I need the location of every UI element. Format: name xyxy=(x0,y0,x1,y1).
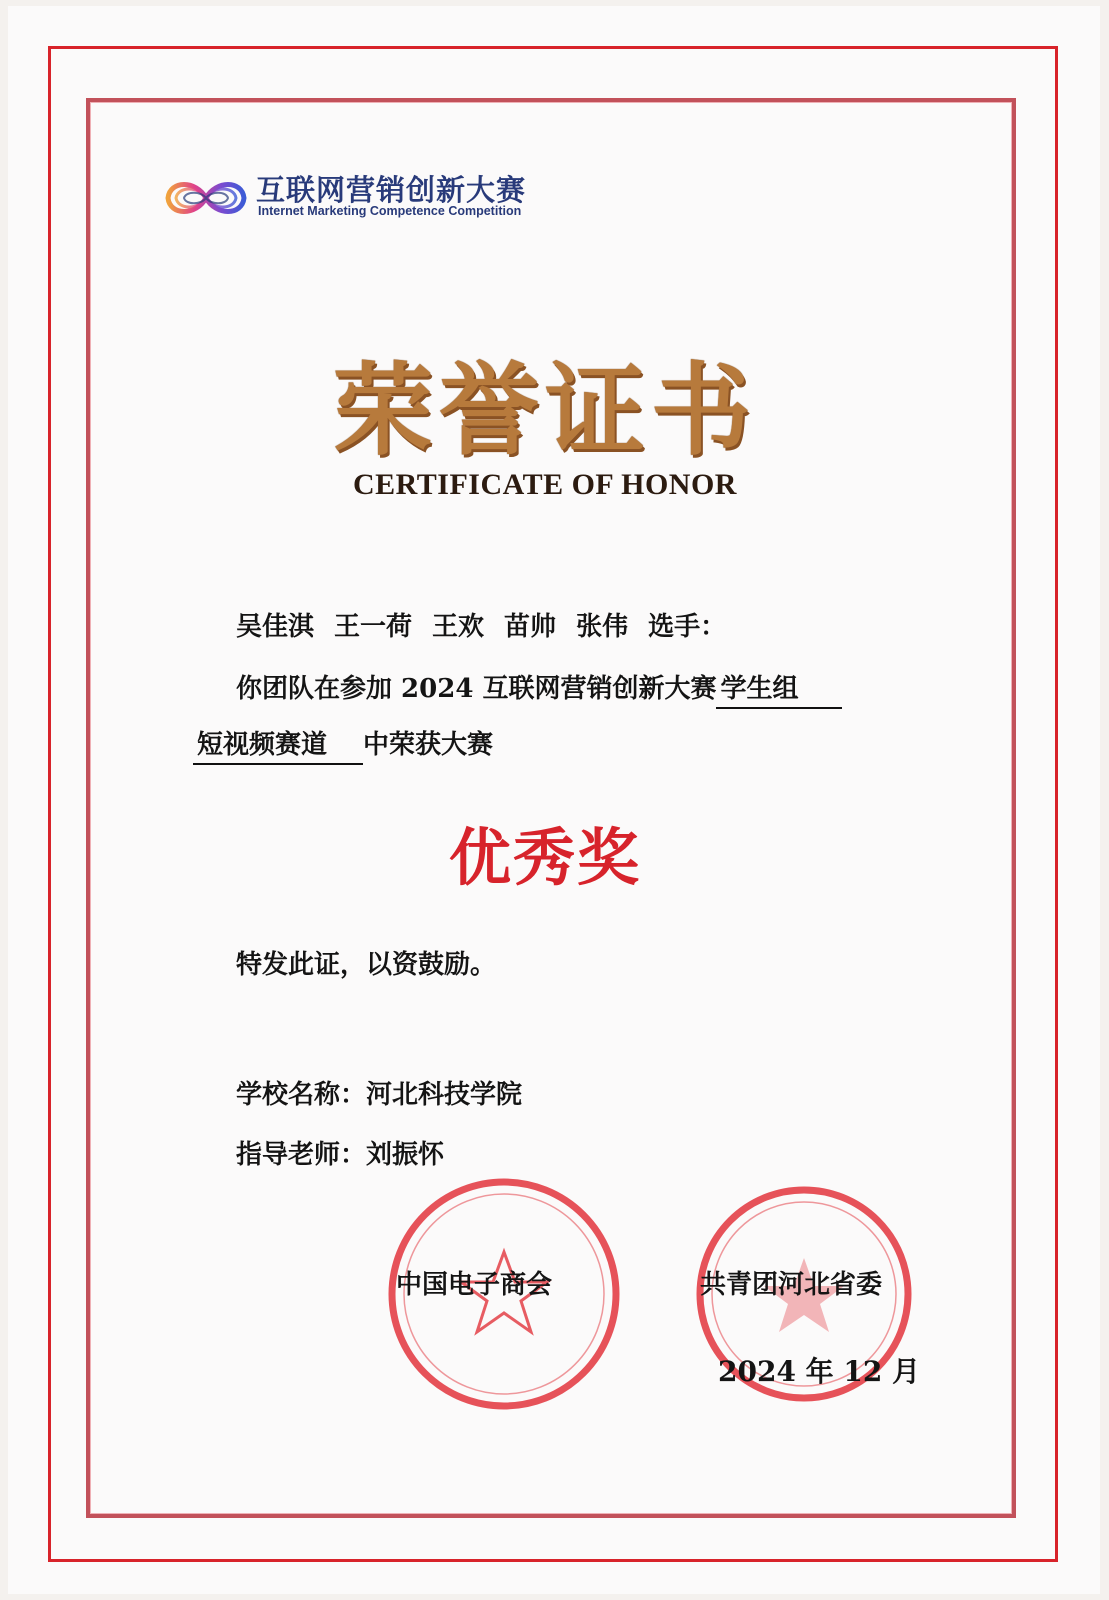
recipient-name: 苗帅 xyxy=(504,612,557,642)
infinity-ribbon-icon xyxy=(160,172,252,224)
statement-line-2 xyxy=(193,724,493,765)
competition-logo xyxy=(160,168,560,228)
issuer-name: 共青团河北省委 xyxy=(700,1270,883,1300)
track-field: 短视频赛道 xyxy=(193,724,363,765)
recipients-suffix: 选手： xyxy=(648,612,727,642)
teacher-row xyxy=(236,1134,444,1171)
issuer-name: 中国电子商会 xyxy=(396,1270,553,1300)
certificate-title-cn: 荣誉证书 xyxy=(333,351,757,469)
statement-prefix: 你团队在参加 2024 互联网营销创新大赛 xyxy=(236,674,717,704)
teacher-value: 刘振怀 xyxy=(366,1140,445,1170)
school-row xyxy=(236,1074,522,1111)
school-label: 学校名称： xyxy=(236,1080,367,1110)
issue-date: 2024 年 12 月 xyxy=(718,1355,921,1388)
teacher-label: 指导老师： xyxy=(236,1140,367,1170)
logo-title-cn: 互联网营销创新大赛 xyxy=(256,173,527,207)
certificate-title-en: CERTIFICATE OF HONOR xyxy=(353,468,737,501)
statement-suffix: 中荣获大赛 xyxy=(363,730,494,760)
recipient-name: 张伟 xyxy=(576,612,629,642)
recipient-name: 王一荷 xyxy=(334,612,413,642)
school-value: 河北科技学院 xyxy=(366,1080,523,1110)
recipients-line xyxy=(236,606,746,643)
group-field: 学生组 xyxy=(716,668,842,709)
award-name: 优秀奖 xyxy=(448,821,641,894)
statement-line xyxy=(236,668,842,709)
closing-text: 特发此证，以资鼓励。 xyxy=(236,950,497,980)
recipient-name: 王欢 xyxy=(432,612,485,642)
logo-title-en: Internet Marketing Competence Competition xyxy=(258,204,522,218)
recipient-name: 吴佳淇 xyxy=(236,612,315,642)
